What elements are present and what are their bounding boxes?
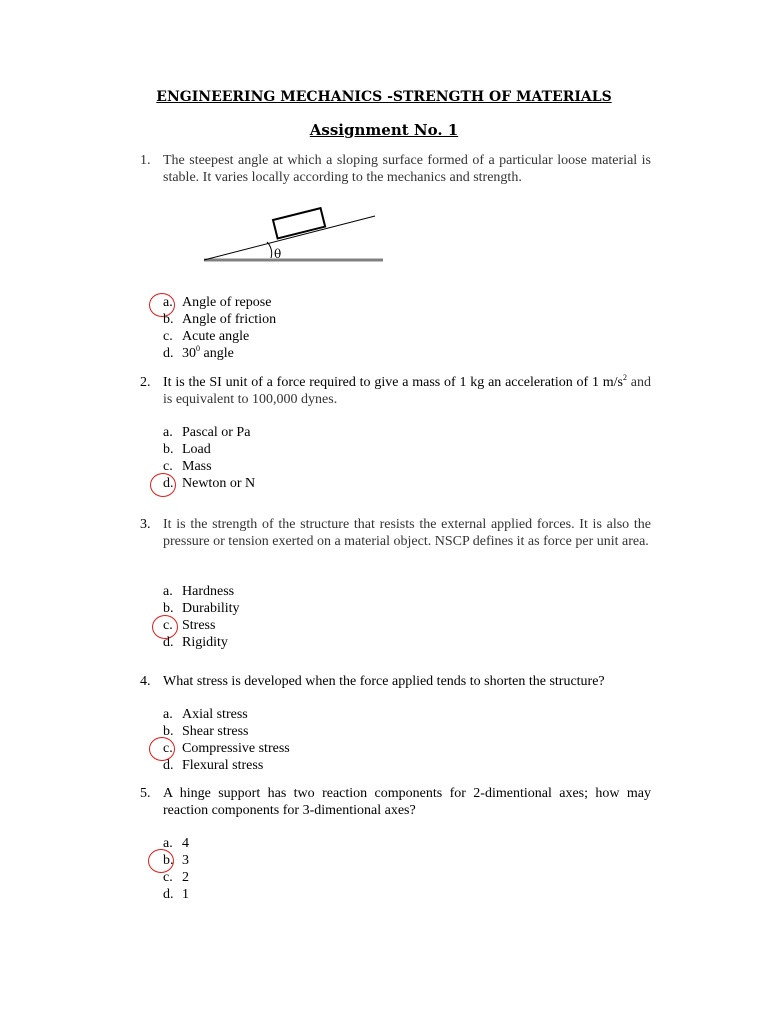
- question-number: 1.: [140, 153, 151, 168]
- option-d: d. Newton or N: [163, 476, 256, 491]
- question-number: 2.: [140, 375, 151, 390]
- option-a: a. Hardness: [163, 584, 235, 599]
- question-text: It is the SI unit of a force required to give a mass of 1 kg an acceleration of 1 $m/s^2$ and is equivalent to 100,000 dynes.: [163, 373, 652, 407]
- option-c: c. 2: [163, 870, 189, 885]
- option-c: c. Acute angle: [163, 329, 250, 344]
- question-number: 5.: [140, 786, 151, 801]
- question-text: It is the strength of the structure that resists the external applied forces. It is also the pressure or tension exerted on a material object. NSCP defines it as force per unit area.: [163, 517, 651, 549]
- option-b: b. Load: [163, 442, 211, 457]
- theta-label: θ: [274, 247, 282, 261]
- option-c: c. Stress: [163, 618, 216, 633]
- document-title: ENGINEERING MECHANICS -STRENGTH OF MATERIALS: [156, 89, 612, 105]
- inclined-plane-diagram: [200, 203, 390, 268]
- question-number: 4.: [140, 674, 151, 689]
- option-d: d. 1: [163, 887, 189, 902]
- option-b: b. 3: [163, 853, 189, 868]
- option-a: a. Axial stress: [163, 707, 248, 722]
- option-d: d. Rigidity: [163, 635, 228, 650]
- block-on-slope: [273, 208, 325, 238]
- option-b: b. Angle of friction: [163, 312, 277, 327]
- option-c: c. Compressive stress: [163, 741, 290, 756]
- question-text: A hinge support has two reaction components for 2-dimentional axes; how may reaction components for 3-dimentional axes?: [163, 786, 651, 818]
- question-text: What stress is developed when the force applied tends to shorten the structure?: [163, 674, 605, 689]
- option-b: b. Shear stress: [163, 724, 249, 739]
- assignment-subtitle: Assignment No. 1: [309, 121, 459, 139]
- option-d: d. Flexural stress: [163, 758, 264, 773]
- option-a: a. 4: [163, 836, 189, 851]
- option-d: d. $30^0$ angle: [163, 344, 234, 361]
- option-a: a. Angle of repose: [163, 295, 272, 310]
- option-c: c. Mass: [163, 459, 212, 474]
- question-number: 3.: [140, 517, 151, 532]
- option-b: b. Durability: [163, 601, 240, 616]
- angle-arc: [267, 242, 272, 258]
- option-a: a. Pascal or Pa: [163, 425, 251, 440]
- question-text: The steepest angle at which a sloping surface formed of a particular loose material is stable. It varies locally according to the mechanics and strength.: [163, 153, 651, 185]
